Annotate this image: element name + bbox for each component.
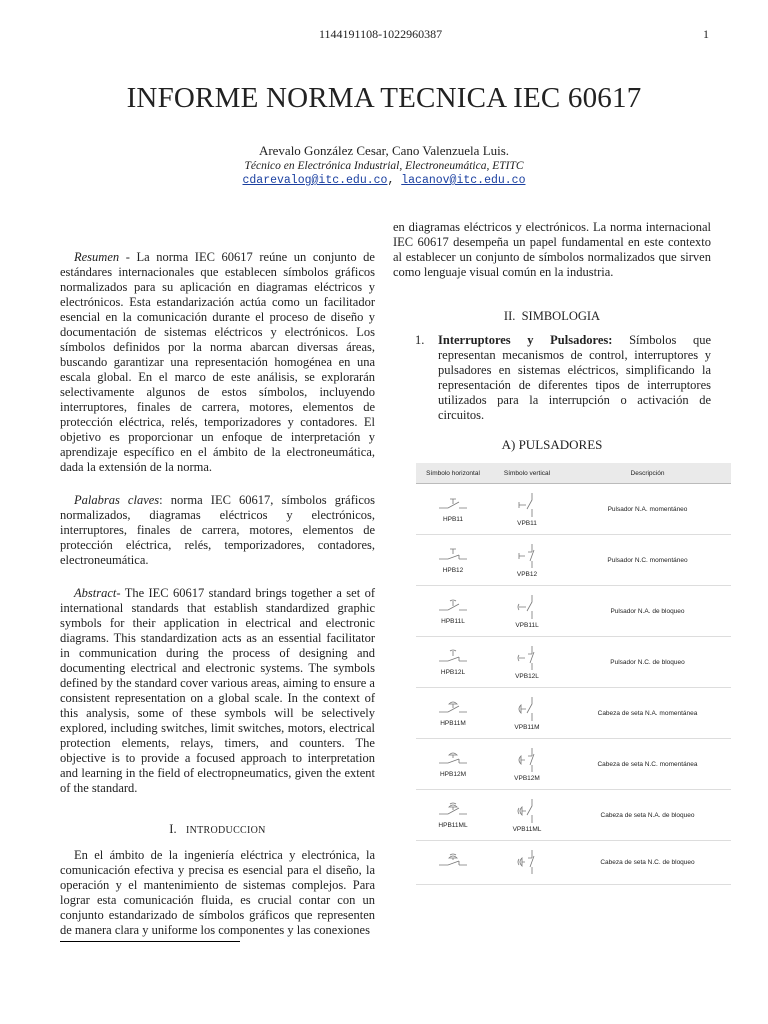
left-column — [60, 250, 375, 938]
resumen-label: Resumen - — [74, 250, 137, 264]
horizontal-symbol-cell — [416, 841, 490, 885]
abstract-paragraph — [60, 586, 375, 796]
symbol-code: HPB11ML — [438, 821, 468, 829]
list-item-interruptores — [393, 333, 711, 423]
mushroom-head-symbol-icon — [437, 853, 469, 871]
symbol-code: HPB11M — [440, 719, 466, 727]
abstract-label: Abstract- — [74, 586, 121, 600]
list-number: 1. — [415, 333, 425, 347]
intro-paragraph: En el ámbito de la ingeniería eléctrica y electrónica, la comunicación efectiva y precisa es esencial para el diseño, la operación y el mantenimiento de sistemas complejos. Para lograr esta comunicación fluida, es crucial contar con un conjunto estandarizado de símbolos gráficos que representen de manera clara y uniforme los componentes y las conexiones — [60, 848, 375, 937]
symbol-description: Cabeza de seta N.C. de bloqueo — [564, 841, 731, 885]
table-row — [416, 688, 731, 739]
vertical-symbol-cell — [490, 637, 564, 688]
horizontal-symbol-cell — [416, 535, 490, 586]
vertical-symbol-cell — [490, 688, 564, 739]
horizontal-symbol-cell — [416, 586, 490, 637]
table-header: Descripción — [564, 463, 731, 484]
table-row — [416, 637, 731, 688]
section-number: I. — [169, 822, 177, 836]
vertical-switch-symbol-icon — [516, 543, 538, 569]
symbol-code: HPB12L — [440, 668, 466, 676]
email-link-1[interactable]: cdarevalog@itc.edu.co — [242, 174, 388, 187]
list-item-text: Símbolos que representan mecanismos de control, interruptores y pulsadores en sistemas eléctricos, simplificando la representación de diferentes tipos de interruptores utilizados para la interrupción o activación de circuitos. — [438, 333, 711, 422]
vertical-symbol-cell — [490, 535, 564, 586]
symbol-code: VPB12 — [516, 570, 538, 578]
table-row — [416, 586, 731, 637]
paper-title: INFORME NORMA TECNICA IEC 60617 — [126, 82, 642, 114]
mushroom-head-symbol-icon — [437, 751, 469, 769]
horizontal-switch-symbol-icon — [437, 547, 469, 565]
vertical-symbol-cell — [490, 841, 564, 885]
table-header-row — [416, 463, 731, 484]
section-title: INTRODUCCION — [185, 825, 266, 836]
symbol-code: HPB11 — [442, 515, 464, 523]
horizontal-symbol-cell — [416, 688, 490, 739]
footnote-rule — [60, 941, 240, 942]
table-row — [416, 790, 731, 841]
symbol-code: VPB12L — [515, 672, 539, 680]
table-header: Símbolo horizontal — [416, 463, 490, 484]
vertical-symbol-cell — [490, 739, 564, 790]
section-heading-simbologia — [393, 309, 711, 324]
vertical-symbol-cell — [490, 484, 564, 535]
author-emails — [0, 174, 768, 187]
keywords-paragraph — [60, 493, 375, 568]
horizontal-switch-symbol-icon — [437, 649, 469, 667]
document-id: 1144191108-1022960387 — [319, 27, 443, 41]
vertical-switch-symbol-icon — [516, 492, 538, 518]
table-header: Símbolo vertical — [490, 463, 564, 484]
list-item-title: Interruptores y Pulsadores: — [438, 333, 613, 347]
right-column — [393, 220, 711, 452]
symbol-description: Cabeza de seta N.A. de bloqueo — [564, 790, 731, 841]
symbol-description: Pulsador N.A. momentáneo — [564, 484, 731, 535]
vertical-symbol-cell — [490, 790, 564, 841]
abstract-text: The IEC 60617 standard brings together a set of international standards that establish standardized graphic symbols for their application in electrical and electronic diagrams. This standardization acts as an essential facilitator in communication during the process of designing and documenting electrical and electronic systems. The symbols defined by the standard cover various areas, aiming to ensure a consistent representation on a global scale. In the context of this analysis, some of these symbols will be selectively explored, including switches, limit switches, motors, electrical protection elements, relays, timers, and counters. The objective is to provide a focused approach to interpretation and learning in the field of electropneumatics, given the extent of the standard. — [60, 586, 375, 795]
symbol-description: Pulsador N.A. de bloqueo — [564, 586, 731, 637]
pulsadores-table — [416, 463, 731, 885]
authors: Arevalo González Cesar, Cano Valenzuela Luis. — [258, 143, 510, 158]
horizontal-switch-symbol-icon — [437, 496, 469, 514]
horizontal-symbol-cell — [416, 790, 490, 841]
table-row — [416, 535, 731, 586]
resumen-paragraph — [60, 250, 375, 475]
vertical-switch-symbol-icon — [516, 594, 538, 620]
symbol-code: VPB11L — [515, 621, 539, 629]
vertical-symbol-cell — [490, 586, 564, 637]
section-number: II. — [503, 309, 516, 323]
symbol-code: HPB12M — [439, 770, 466, 778]
symbol-code: VPB11ML — [512, 825, 542, 833]
horizontal-symbol-cell — [416, 637, 490, 688]
horizontal-symbol-cell — [416, 484, 490, 535]
vertical-switch-symbol-icon — [516, 645, 538, 671]
section-heading-intro — [60, 822, 375, 838]
subsection-pulsadores: A) PULSADORES — [501, 437, 603, 452]
symbol-code: HPB11L — [441, 617, 465, 625]
horizontal-symbol-cell — [416, 739, 490, 790]
symbol-code: VPB12M — [514, 774, 540, 782]
mushroom-head-symbol-icon — [516, 747, 538, 773]
email-separator: , — [387, 174, 402, 187]
mushroom-head-symbol-icon — [437, 802, 469, 820]
table-row — [416, 484, 731, 535]
mushroom-head-symbol-icon — [516, 798, 538, 824]
resumen-text: La norma IEC 60617 reúne un conjunto de estándares internacionales que establecen símbolos gráficos normalizados para su aplicación en diagramas eléctricos y electrónicos. Esta estandarización actúa como un facilitador esencial en la comunicación durante el proceso de diseño y documentación de sistemas eléctricos y electrónicos. Los símbolos definidos por la norma abarcan diversas áreas, buscando garantizar una representación homogénea en una escala global. En el marco de este análisis, se explorarán selectivamente algunos de estos símbolos, incluyendo interruptores, finales de carrera, motores, elementos de protección eléctrica, relés, temporizadores y contadores. El objetivo es proporcionar un enfoque de interpretación y aprendizaje específico en el ámbito de la electroneumática, dada la extensión de la norma. — [60, 250, 375, 474]
email-link-2[interactable]: lacanov@itc.edu.co — [401, 174, 526, 187]
symbol-description: Pulsador N.C. momentáneo — [564, 535, 731, 586]
mushroom-head-symbol-icon — [516, 849, 538, 875]
mushroom-head-symbol-icon — [437, 700, 469, 718]
symbol-description: Cabeza de seta N.A. momentánea — [564, 688, 731, 739]
intro-continuation: en diagramas eléctricos y electrónicos. La norma internacional IEC 60617 desempeña un papel fundamental en este contexto al establecer un conjunto de símbolos normalizados que sirven como lenguaje visual común en la industria. — [393, 220, 711, 279]
keywords-label: Palabras claves — [74, 493, 160, 507]
page-number: 1 — [703, 27, 709, 41]
keywords-text: : norma IEC 60617, símbolos gráficos normalizados, diagramas eléctricos y electrónicos, interruptores, finales de carrera, motores, elementos de protección eléctrica, relés, temporizadores, contadores, electroneumática. — [60, 493, 375, 567]
symbol-description: Cabeza de seta N.C. momentánea — [564, 739, 731, 790]
section-title: SIMBOLOGIA — [521, 309, 601, 323]
horizontal-switch-symbol-icon — [437, 598, 469, 616]
symbol-code: VPB11M — [514, 723, 540, 731]
symbol-code: HPB12 — [442, 566, 464, 574]
symbol-description: Pulsador N.C. de bloqueo — [564, 637, 731, 688]
symbol-code: VPB11 — [517, 519, 537, 527]
table-row — [416, 841, 731, 885]
table-row — [416, 739, 731, 790]
affiliation: Técnico en Electrónica Industrial, Electroneumática, ETITC — [244, 160, 524, 172]
mushroom-head-symbol-icon — [516, 696, 538, 722]
